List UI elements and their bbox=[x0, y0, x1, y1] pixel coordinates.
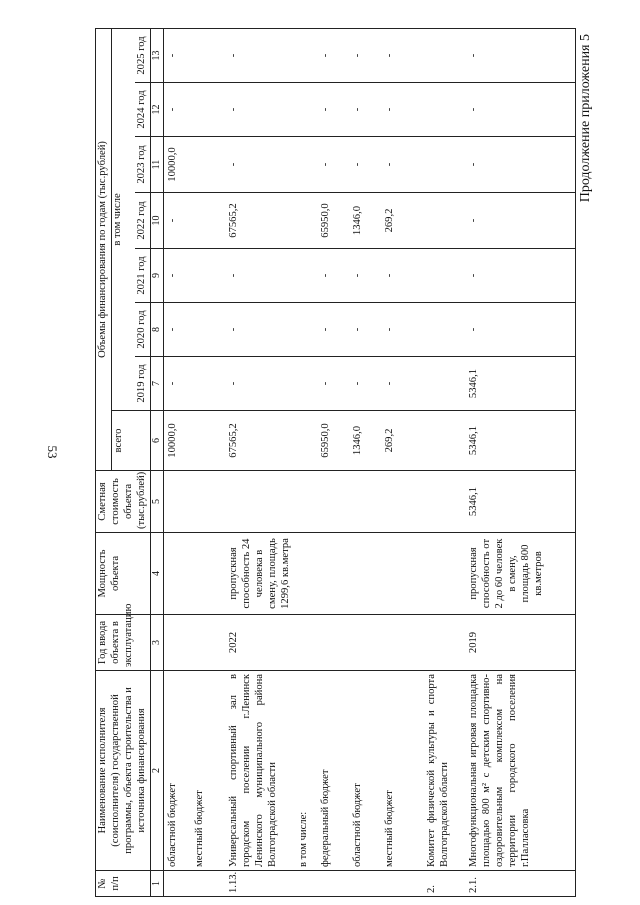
row-year-value: - bbox=[349, 137, 381, 193]
row-year-value bbox=[191, 303, 225, 357]
row-year-value bbox=[423, 83, 465, 137]
row-year-value bbox=[423, 137, 465, 193]
row-year-value bbox=[423, 303, 465, 357]
row-name: областной бюджет bbox=[349, 671, 381, 871]
row-capacity bbox=[191, 533, 225, 615]
row-total: 65950,0 bbox=[317, 411, 349, 471]
column-number: 5 bbox=[150, 471, 163, 533]
row-year-value: - bbox=[381, 83, 423, 137]
row-year-value: - bbox=[381, 28, 423, 82]
table-row bbox=[349, 28, 381, 896]
row-commission-year bbox=[317, 615, 349, 671]
row-number bbox=[349, 871, 381, 897]
row-estimated-cost bbox=[225, 471, 295, 533]
column-number: 8 bbox=[150, 303, 163, 357]
row-estimated-cost: 5346,1 bbox=[465, 471, 575, 533]
row-year-value: - bbox=[317, 137, 349, 193]
row-year-value: 269,2 bbox=[381, 193, 423, 249]
column-number: 13 bbox=[150, 28, 163, 82]
table-row bbox=[191, 28, 225, 896]
row-commission-year: 2022 bbox=[225, 615, 295, 671]
page-number: 53 bbox=[45, 445, 60, 459]
row-number bbox=[295, 871, 317, 897]
row-commission-year bbox=[163, 615, 191, 671]
row-name: местный бюджет bbox=[381, 671, 423, 871]
appendix-heading: Продолжение приложения 5 bbox=[578, 34, 593, 203]
row-year-value: - bbox=[163, 83, 191, 137]
row-total: 67565,2 bbox=[225, 411, 295, 471]
row-year-value bbox=[295, 137, 317, 193]
row-estimated-cost bbox=[295, 471, 317, 533]
row-total: 10000,0 bbox=[163, 411, 191, 471]
row-year-value bbox=[295, 28, 317, 82]
row-year-value: - bbox=[465, 303, 575, 357]
row-year-value: - bbox=[465, 137, 575, 193]
row-total: 269,2 bbox=[381, 411, 423, 471]
row-year-value: - bbox=[163, 193, 191, 249]
row-year-value: - bbox=[381, 137, 423, 193]
header-in-that: в том числе bbox=[111, 28, 134, 410]
row-year-value: - bbox=[349, 357, 381, 411]
row-total: 1346,0 bbox=[349, 411, 381, 471]
row-year-value bbox=[191, 193, 225, 249]
row-estimated-cost bbox=[163, 471, 191, 533]
row-total bbox=[295, 411, 317, 471]
row-name: Многофункциональная игровая площадка площадью 800 м² с детским спортивно-оздоровительным комплексом на территории городского поселения г.Палласовка bbox=[465, 671, 575, 871]
row-estimated-cost bbox=[317, 471, 349, 533]
row-total bbox=[191, 411, 225, 471]
column-number: 12 bbox=[150, 83, 163, 137]
row-capacity: пропускная способность от 2 до 60 человек в смену, площадь 800 кв.метров bbox=[465, 533, 575, 615]
column-number: 10 bbox=[150, 193, 163, 249]
row-year-value: - bbox=[225, 249, 295, 303]
row-commission-year: 2019 bbox=[465, 615, 575, 671]
row-name: федеральный бюджет bbox=[317, 671, 349, 871]
financing-table bbox=[95, 28, 576, 897]
row-capacity bbox=[317, 533, 349, 615]
row-year-value: - bbox=[225, 357, 295, 411]
table-row bbox=[225, 28, 295, 896]
row-year-value: - bbox=[317, 28, 349, 82]
row-year-value bbox=[295, 249, 317, 303]
row-year-value bbox=[191, 83, 225, 137]
row-year-value: - bbox=[225, 83, 295, 137]
column-number: 2 bbox=[150, 671, 163, 871]
column-number: 9 bbox=[150, 249, 163, 303]
row-estimated-cost bbox=[381, 471, 423, 533]
row-estimated-cost bbox=[191, 471, 225, 533]
row-name: Универсальный спортивный зал в городском поселении г.Ленинск Ленинского муниципального района Волгоградской области bbox=[225, 671, 295, 871]
column-number: 3 bbox=[150, 615, 163, 671]
row-year-value: - bbox=[349, 28, 381, 82]
row-year-value bbox=[191, 249, 225, 303]
row-capacity bbox=[423, 533, 465, 615]
column-number: 6 bbox=[150, 411, 163, 471]
table-row bbox=[381, 28, 423, 896]
row-year-value bbox=[423, 249, 465, 303]
row-year-value: - bbox=[465, 83, 575, 137]
row-number bbox=[191, 871, 225, 897]
row-year-value: - bbox=[317, 357, 349, 411]
row-estimated-cost bbox=[423, 471, 465, 533]
row-year-value bbox=[423, 193, 465, 249]
row-year-value: - bbox=[163, 303, 191, 357]
table-row bbox=[465, 28, 575, 896]
row-name: Комитет физической культуры и спорта Волгоградской области bbox=[423, 671, 465, 871]
row-year-value: 5346,1 bbox=[465, 357, 575, 411]
row-year-value: - bbox=[317, 303, 349, 357]
header-year-2019: 2019 год bbox=[135, 357, 150, 411]
row-commission-year bbox=[191, 615, 225, 671]
header-year-2024: 2024 год bbox=[135, 83, 150, 137]
row-number bbox=[163, 871, 191, 897]
row-capacity bbox=[163, 533, 191, 615]
row-estimated-cost bbox=[349, 471, 381, 533]
row-year-value: - bbox=[465, 28, 575, 82]
row-number: 1.13. bbox=[225, 871, 295, 897]
row-year-value: - bbox=[349, 303, 381, 357]
row-year-value: - bbox=[163, 28, 191, 82]
row-year-value: - bbox=[349, 249, 381, 303]
header-year-2021: 2021 год bbox=[135, 249, 150, 303]
header-year-2025: 2025 год bbox=[135, 28, 150, 82]
row-year-value: - bbox=[225, 28, 295, 82]
row-year-value: - bbox=[381, 357, 423, 411]
header-col-year: Год ввода объекта в эксплуатацию bbox=[96, 615, 151, 671]
row-year-value: 65950,0 bbox=[317, 193, 349, 249]
header-year-2020: 2020 год bbox=[135, 303, 150, 357]
row-capacity bbox=[381, 533, 423, 615]
row-year-value bbox=[295, 193, 317, 249]
row-year-value bbox=[295, 83, 317, 137]
row-name: в том числе: bbox=[295, 671, 317, 871]
row-year-value: - bbox=[349, 83, 381, 137]
row-year-value: - bbox=[317, 249, 349, 303]
column-number-row bbox=[150, 28, 163, 896]
row-capacity: пропускная способность 24 человека в смену, площадь 1299,6 кв.метра bbox=[225, 533, 295, 615]
row-year-value: - bbox=[465, 249, 575, 303]
row-year-value bbox=[191, 357, 225, 411]
row-commission-year bbox=[381, 615, 423, 671]
row-number bbox=[317, 871, 349, 897]
row-total bbox=[423, 411, 465, 471]
column-number: 4 bbox=[150, 533, 163, 615]
table-row bbox=[317, 28, 349, 896]
table-row bbox=[163, 28, 191, 896]
row-year-value: 1346,0 bbox=[349, 193, 381, 249]
row-year-value: - bbox=[317, 83, 349, 137]
column-number: 11 bbox=[150, 137, 163, 193]
header-volumes: Объемы финансирования по годам (тыс.рублей) bbox=[96, 28, 112, 470]
row-year-value bbox=[191, 137, 225, 193]
row-year-value: - bbox=[163, 357, 191, 411]
header-col-name: Наименование исполнителя (соисполнителя) государственной программы, объекта строительства и источника финансирования bbox=[96, 671, 151, 871]
row-year-value: 67565,2 bbox=[225, 193, 295, 249]
row-year-value bbox=[191, 28, 225, 82]
row-year-value: - bbox=[465, 193, 575, 249]
row-year-value bbox=[295, 303, 317, 357]
row-year-value: 10000,0 bbox=[163, 137, 191, 193]
row-year-value bbox=[423, 357, 465, 411]
header-year-2022: 2022 год bbox=[135, 193, 150, 249]
row-year-value: - bbox=[381, 303, 423, 357]
header-year-2023: 2023 год bbox=[135, 137, 150, 193]
table-row bbox=[295, 28, 317, 896]
table-row bbox=[423, 28, 465, 896]
row-capacity bbox=[349, 533, 381, 615]
column-number: 7 bbox=[150, 357, 163, 411]
row-number: 2. bbox=[423, 871, 465, 897]
row-year-value: - bbox=[163, 249, 191, 303]
row-year-value: - bbox=[225, 137, 295, 193]
header-col-cost: Сметная стоимость объекта (тыс.рублей) bbox=[96, 471, 151, 533]
row-year-value bbox=[423, 28, 465, 82]
row-number bbox=[381, 871, 423, 897]
row-commission-year bbox=[423, 615, 465, 671]
row-commission-year bbox=[295, 615, 317, 671]
row-number: 2.1. bbox=[465, 871, 575, 897]
row-year-value bbox=[295, 357, 317, 411]
row-year-value: - bbox=[225, 303, 295, 357]
header-total: всего bbox=[111, 411, 150, 471]
header-col-num: № п/п bbox=[96, 871, 151, 897]
row-commission-year bbox=[349, 615, 381, 671]
row-total: 5346,1 bbox=[465, 411, 575, 471]
header-col-capacity: Мощность объекта bbox=[96, 533, 151, 615]
row-capacity bbox=[295, 533, 317, 615]
row-name: местный бюджет bbox=[191, 671, 225, 871]
column-number: 1 bbox=[150, 871, 163, 897]
row-year-value: - bbox=[381, 249, 423, 303]
row-name: областной бюджет bbox=[163, 671, 191, 871]
